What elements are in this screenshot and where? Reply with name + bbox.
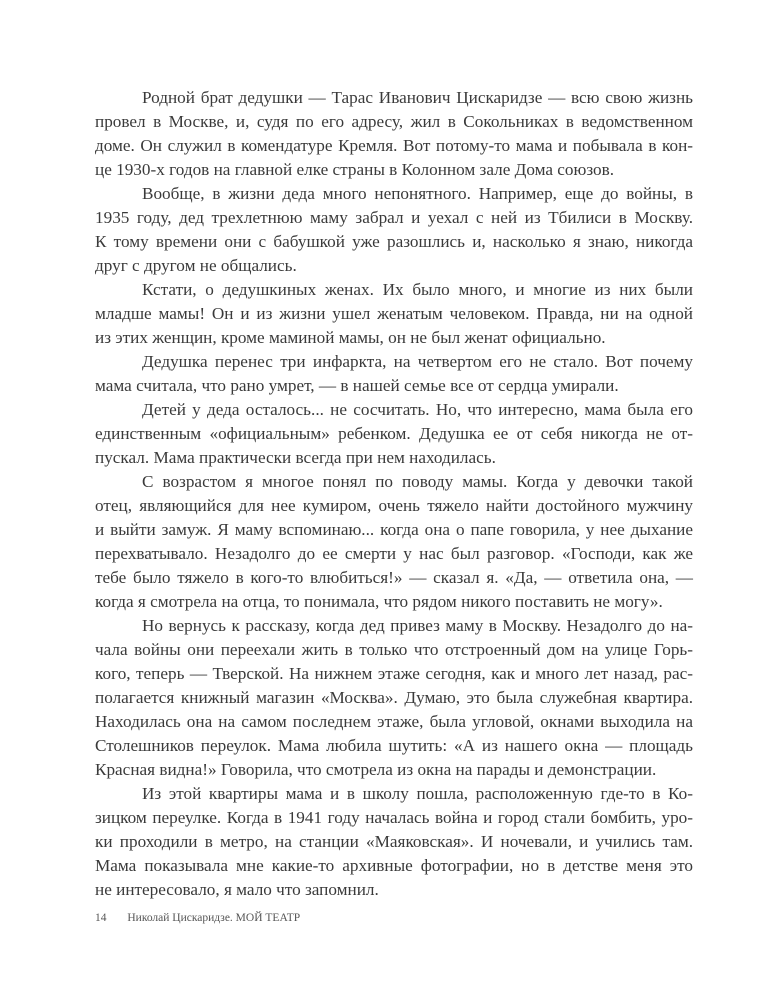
text-line: когда я смотрела на отца, то понимала, что рядом никого поставить не могу». bbox=[95, 592, 663, 611]
paragraph bbox=[95, 614, 693, 782]
text-line: Родной брат дедушки — Тарас Иванович Цискаридзе — всю свою жизнь bbox=[142, 88, 693, 107]
text-line: доме. Он служил в комендатуре Кремля. Вот потому-то мама и побывала в кон- bbox=[95, 136, 693, 155]
text-line: Красная видна!» Говорила, что смотрела из окна на парады и демонстрации. bbox=[95, 760, 657, 779]
text-line: зицком переулке. Когда в 1941 году началась война и город стали бомбить, уро- bbox=[95, 808, 693, 827]
paragraph bbox=[95, 182, 693, 278]
text-line: Столешников переулок. Мама любила шутить: «А из нашего окна — площадь bbox=[95, 736, 693, 755]
text-line: перехватывало. Незадолго до ее смерти у нас был разговор. «Господи, как же bbox=[95, 544, 693, 563]
text-line: пускал. Мама практически всегда при нем находилась. bbox=[95, 448, 496, 467]
text-line: Мама показывала мне какие-то архивные фотографии, но в детстве меня это bbox=[95, 856, 693, 875]
text-line: К тому времени они с бабушкой уже разошлись и, насколько я знаю, никогда bbox=[95, 232, 693, 251]
text-line: полагается книжный магазин «Москва». Думаю, это была служебная квартира. bbox=[95, 688, 693, 707]
text-line: чала войны они переехали жить в только что отстроенный дом на улице Горь- bbox=[95, 640, 693, 659]
page-body-text bbox=[95, 86, 693, 902]
text-line: не интересовало, я мало что запомнил. bbox=[95, 880, 379, 899]
text-line: друг с другом не общались. bbox=[95, 256, 297, 275]
text-line: Находилась она на самом последнем этаже, была угловой, окнами выходила на bbox=[95, 712, 693, 731]
paragraph bbox=[95, 350, 693, 398]
text-line: Кстати, о дедушкиных женах. Их было много, и многие из них были bbox=[142, 280, 693, 299]
paragraph bbox=[95, 86, 693, 182]
text-line: Но вернусь к рассказу, когда дед привез маму в Москву. Незадолго до на- bbox=[142, 616, 693, 635]
text-line: С возрастом я многое понял по поводу мамы. Когда у девочки такой bbox=[142, 472, 693, 491]
text-line: Вообще, в жизни деда много непонятного. Например, еще до войны, в bbox=[142, 184, 693, 203]
paragraph bbox=[95, 782, 693, 902]
text-line: младше мамы! Он и из жизни ушел женатым человеком. Правда, ни на одной bbox=[95, 304, 693, 323]
text-line: 1935 году, дед трехлетнюю маму забрал и уехал с ней из Тбилиси в Москву. bbox=[95, 208, 693, 227]
text-line: це 1930-х годов на главной елке страны в Колонном зале Дома союзов. bbox=[95, 160, 615, 179]
text-line: кого, теперь — Тверской. На нижнем этаже сегодня, как и много лет назад, рас- bbox=[95, 664, 693, 683]
text-line: мама считала, что рано умрет, — в нашей семье все от сердца умирали. bbox=[95, 376, 619, 395]
page-number: 14 bbox=[95, 912, 107, 924]
text-line: отец, являющийся для нее кумиром, очень тяжело найти достойного мужчину bbox=[95, 496, 693, 515]
running-title: Николай Цискаридзе. МОЙ ТЕАТР bbox=[127, 912, 301, 924]
text-line: Из этой квартиры мама и в школу пошла, расположенную где-то в Ко- bbox=[142, 784, 693, 803]
text-line: тебе было тяжело в кого-то влюбиться!» — сказал я. «Да, — ответила она, — bbox=[95, 568, 693, 587]
text-line: из этих женщин, кроме маминой мамы, он не был женат официально. bbox=[95, 328, 606, 347]
page-footer bbox=[95, 912, 300, 924]
paragraph bbox=[95, 470, 693, 614]
text-line: единственным «официальным» ребенком. Дедушка ее от себя никогда не от- bbox=[95, 424, 693, 443]
text-line: провел в Москве, и, судя по его адресу, жил в Сокольниках в ведомственном bbox=[95, 112, 693, 131]
paragraph bbox=[95, 278, 693, 350]
text-line: ки проходили в метро, на станции «Маяковская». И ночевали, и учились там. bbox=[95, 832, 693, 851]
text-line: и выйти замуж. Я маму вспоминаю... когда она о папе говорила, у нее дыхание bbox=[95, 520, 693, 539]
text-line: Дедушка перенес три инфаркта, на четвертом его не стало. Вот почему bbox=[142, 352, 693, 371]
paragraph bbox=[95, 398, 693, 470]
text-line: Детей у деда осталось... не сосчитать. Но, что интересно, мама была его bbox=[142, 400, 693, 419]
